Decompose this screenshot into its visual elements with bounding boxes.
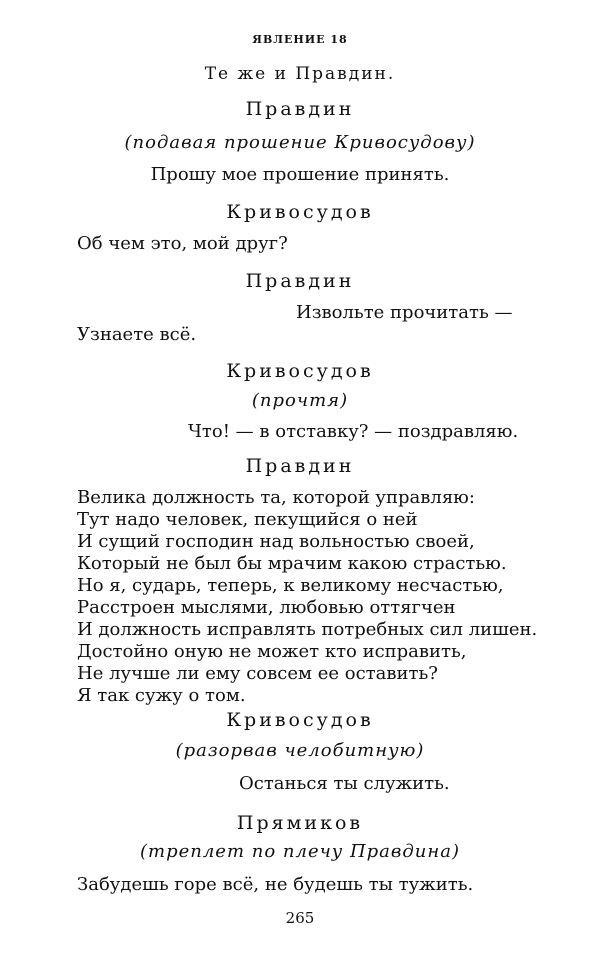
speaker-name: Кривосудов (226, 201, 374, 223)
speaker-name: Правдин (245, 270, 355, 292)
stage-direction: (подавая прошение Кривосудову) (124, 132, 476, 153)
stage-direction: (треплет по плечу Правдина) (139, 841, 461, 862)
verse-line: Забудешь горе всё, не будешь ты тужить. (77, 874, 474, 895)
speaker-name: Правдин (245, 98, 355, 120)
verse-line: И должность исправлять потребных сил лишен. (77, 619, 538, 640)
verse-line: Достойно оную не может кто исправить, (77, 641, 467, 662)
scene-title: ЯВЛЕНИЕ 18 (252, 33, 348, 46)
verse-line: Прошу мое прошение принять. (150, 164, 450, 185)
speaker-name: Правдин (245, 455, 355, 477)
speaker-name: Прямиков (236, 812, 364, 834)
verse-line: Извольте прочитать — (296, 302, 513, 323)
verse-line: Что! — в отставку? — поздравляю. (188, 421, 519, 442)
verse-line: Велика должность та, которой управляю: (77, 487, 475, 508)
verse-line: Расстроен мыслями, любовью оттягчен (77, 597, 456, 618)
verse-line: Узнаете всё. (77, 324, 197, 345)
verse-line: И сущий господин над вольностью своей, (77, 531, 475, 552)
stage-intro: Те же и Правдин. (204, 64, 396, 84)
stage-direction: (прочтя) (251, 390, 349, 411)
verse-line: Я так сужу о том. (77, 685, 246, 706)
stage-direction: (разорвав челобитную) (175, 740, 425, 761)
verse-line: Не лучше ли ему совсем ее оставить? (77, 663, 438, 684)
speaker-name: Кривосудов (226, 360, 374, 382)
verse-line: Тут надо человек, пекущийся о ней (77, 509, 418, 530)
speaker-name: Кривосудов (226, 709, 374, 731)
verse-line: Останься ты служить. (239, 773, 450, 794)
verse-line: Но я, сударь, теперь, к великому несчастью, (77, 575, 504, 596)
page-number: 265 (285, 909, 315, 927)
verse-line: Который не был бы мрачим какою страстью. (77, 553, 507, 574)
verse-line: Об чем это, мой друг? (77, 233, 288, 254)
